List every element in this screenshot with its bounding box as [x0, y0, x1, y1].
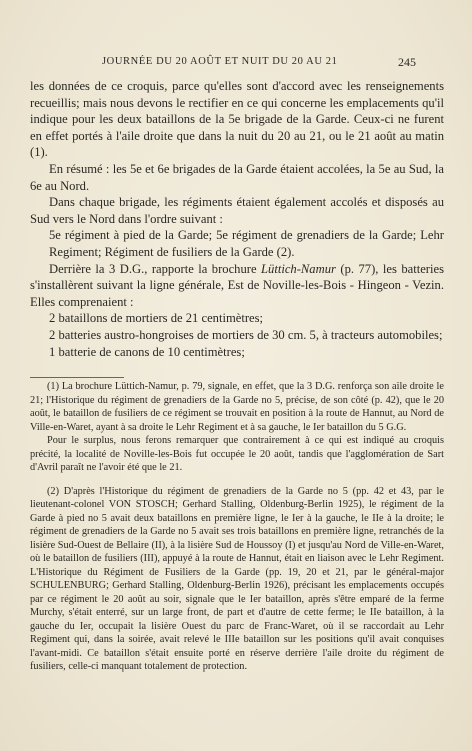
paragraph-5-start: Derrière la 3 D.G., rapporte la brochure — [49, 261, 262, 276]
footnote-1: (1) La brochure Lüttich-Namur, p. 79, signale, en effet, que la 3 D.G. renforça son aile droite le 21; l'Historique du régiment de grenadiers de la Garde no 5, précise, de son côté (p. 42), que le 20 août, le bataillon de fusiliers de ce régiment se trouvait en position à la route de Hannut, au Nord de Ville-en-Waret, ayant à sa droite le Lehr Regiment et à sa gauche, le Ier bataillon du 5 G.G. — [30, 381, 444, 433]
footnote-1-continued: Pour le surplus, nous ferons remarquer que contrairement à ce qui est indiqué au croquis précité, la localité de Noville-les-Bois fut occupée le 20 août, tandis que l'agglomération de Sart d'Avril paraît ne l'avoir été que le 21. — [30, 435, 444, 473]
main-text — [30, 78, 444, 360]
running-header — [0, 56, 472, 72]
page-number: 245 — [398, 55, 416, 69]
running-title: JOURNÉE DU 20 AOÛT ET NUIT DU 20 AU 21 — [102, 56, 338, 67]
paragraph-4: 5e régiment à pied de la Garde; 5e régiment de grenadiers de la Garde; Lehr Regiment; Régiment de fusiliers de la Garde (2). — [49, 228, 444, 259]
list-item-3: 1 batterie de canons de 10 centimètres; — [49, 344, 245, 359]
footnote-rule — [30, 377, 124, 378]
list-item-1: 2 bataillons de mortiers de 21 centimètres; — [49, 311, 264, 326]
paragraph-1: les données de ce croquis, parce qu'elles sont d'accord avec les renseignements recueillis; mais nous devons le rectifier en ce qui concerne les emplacements qu'il indique pour les deux bataillons de la 5e brigade de la Garde. Ceux-ci ne furent en effet portés à l'aile droite que dans la nuit du 20 au 21, ou le 21 août au matin (1). — [30, 79, 444, 160]
paragraph-5-end: (p. 77), les batteries s'installèrent suivant la ligne générale, Est de Noville-les-Bois - Hingeon - Vezin. Elles comprenaient : — [30, 261, 444, 309]
paragraph-2: En résumé : les 5e et 6e brigades de la Garde étaient accolées, la 5e au Sud, la 6e au Nord. — [30, 161, 444, 193]
footnote-2: (2) D'après l'Historique du régiment de grenadiers de la Garde no 5 (pp. 42 et 43, par le lieutenant-colonel VON STOSCH; Gerhard Stalling, Oldenburg-Berlin 1925), le régiment de la Garde à pied no 5 avait deux bataillons en première ligne, le Ier à la gauche, le IIe à la droite; le régiment de grenadiers de la Garde no 5 avait ses trois bataillons en première ligne, retranchés de la lisière Sud-Ouest de Bellaire (II), à la lisière Sud de Houssoy (I) et jusqu'au Nord de Ville-en-Waret, où le bataillon de fusiliers (III), appuyé à la route de Hannut, était en liaison avec le Lehr Regiment. L'Historique du Régiment de Fusiliers de la Garde (pp. 19, 20 et 21, par le général-major SCHULENBURG; Gerhard Stalling, Oldenburg-Berlin 1926), précisant les emplacements occupés par ce régiment le 20 août au soir, signale que le Ier bataillon, après s'être emparé de la ferme Murchy, s'était enterré, sur un large front, de part et d'autre de cette ferme; le IIe bataillon, à la gauche du Ier, occupait la lisière Ouest du parc de Franc-Waret, où il se raccordait au Lehr Regiment qui, dans la soirée, avait relevé le IIIe bataillon sur les positions qu'il avait conquises l'avant-midi. Ce bataillon s'était ensuite porté en réserve derrière l'aile droite du régiment de fusiliers, celle-ci manquant totalement de protection. — [30, 485, 444, 672]
paragraph-3: Dans chaque brigade, les régiments étaient également accolés et disposés au Sud vers le Nord dans l'ordre suivant : — [30, 195, 444, 226]
paragraph-5 — [30, 261, 444, 311]
list-item-2: 2 batteries austro-hongroises de mortiers de 30 cm. 5, à tracteurs automobiles; — [49, 327, 443, 342]
footnotes — [30, 380, 444, 674]
brochure-title: Lüttich-Namur — [261, 261, 336, 276]
